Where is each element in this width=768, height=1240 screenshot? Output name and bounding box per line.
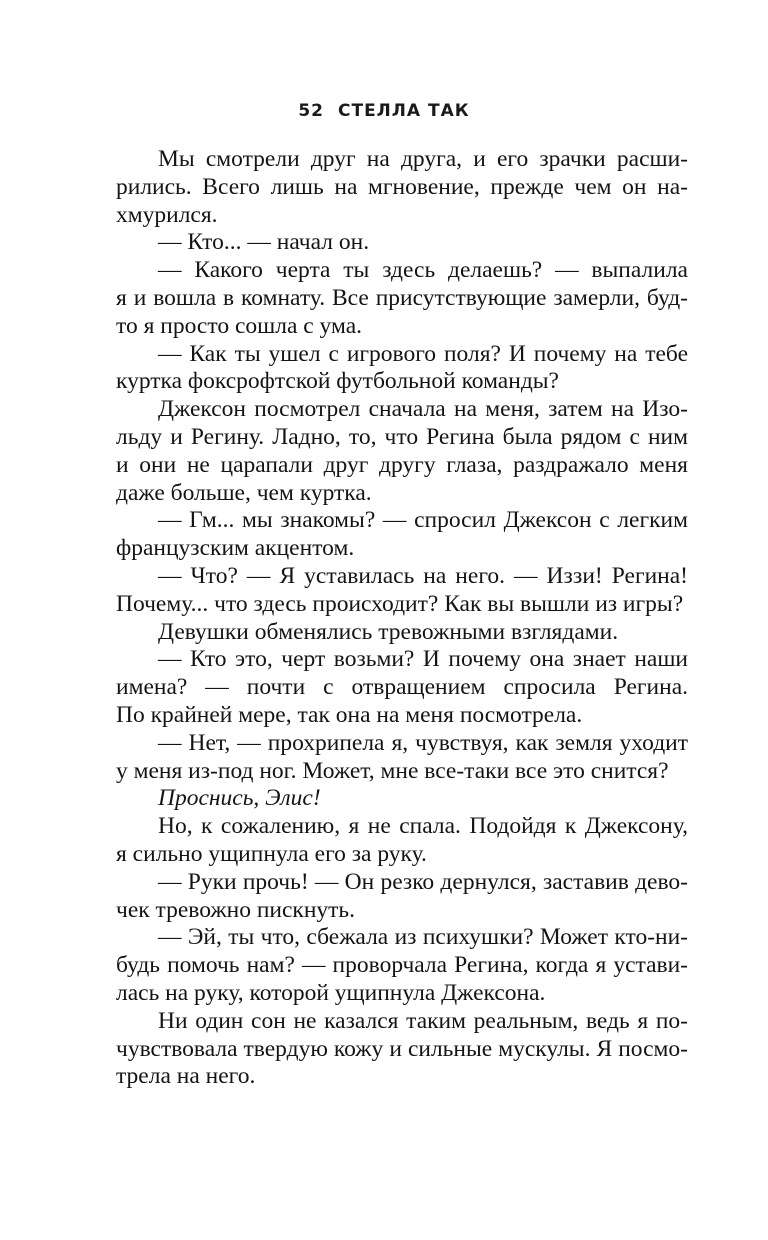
text-line: Но, к сожалению, я не спала. Подойдя к Джексону,: [158, 813, 688, 840]
text-line: имена? — почти с отвращением спросила Регина.: [116, 674, 688, 701]
text-line: будь помочь нам? — проворчала Регина, когда я устави-: [116, 952, 688, 979]
text-line: хмурился.: [116, 201, 218, 228]
paragraph: [116, 869, 688, 925]
text-line: Почему... что здесь происходит? Как вы вышли из игры?: [116, 590, 684, 617]
text-line: Проснись, Элис!: [158, 785, 321, 812]
text-line: льду и Регину. Ладно, то, что Регина была рядом с ним: [116, 423, 688, 450]
paragraph: [116, 396, 688, 507]
paragraph: [116, 813, 688, 869]
text-line: — Эй, ты что, сбежала из психушки? Может кто-ни-: [158, 924, 688, 951]
text-line: — Гм... мы знакомы? — спросил Джексон с легким: [158, 507, 688, 534]
paragraph: [116, 507, 688, 563]
text-line: я и вошла в комнату. Все присутствующие замерли, буд-: [116, 284, 688, 311]
paragraph: [116, 730, 688, 786]
text-line: я сильно ущипнула его за руку.: [116, 840, 427, 867]
text-line: французским акцентом.: [116, 535, 355, 562]
text-line: — Как ты ушел с игрового поля? И почему на тебе: [158, 340, 688, 367]
paragraph: [116, 924, 688, 1007]
paragraph: [116, 341, 688, 397]
page-number: 52: [298, 101, 324, 121]
text-line: трела на него.: [116, 1063, 256, 1090]
running-title: СТЕЛЛА ТАК: [338, 101, 470, 121]
text-line: у меня из-под ног. Может, мне все-таки все это снится?: [116, 757, 669, 784]
text-line: то я просто сошла с ума.: [116, 312, 363, 339]
paragraph: [116, 646, 688, 729]
paragraph: [116, 785, 688, 813]
text-line: — Нет, — прохрипела я, чувствуя, как земля уходит: [158, 729, 688, 756]
running-head: [0, 101, 768, 121]
text-line: — Руки прочь! — Он резко дернулся, заставив дево-: [158, 868, 688, 895]
text-line: чувствовала твердую кожу и сильные мускулы. Я посмо-: [116, 1035, 688, 1062]
text-line: рились. Всего лишь на мгновение, прежде чем он на-: [116, 173, 688, 200]
paragraph: [116, 146, 688, 229]
text-line: и они не царапали друг другу глаза, раздражало меня: [116, 451, 688, 478]
text-line: лась на руку, которой ущипнула Джексона.: [116, 979, 546, 1006]
text-line: куртка фоксрофтской футбольной команды?: [116, 368, 559, 395]
paragraph: [116, 563, 688, 619]
body-text: [116, 146, 688, 1091]
text-line: Мы смотрели друг на друга, и его зрачки расши-: [158, 146, 688, 172]
text-line: даже больше, чем куртка.: [116, 479, 372, 506]
paragraph: [116, 1008, 688, 1091]
text-line: — Кто... — начал он.: [158, 229, 370, 256]
paragraph: [116, 619, 688, 647]
text-line: чек тревожно пискнуть.: [116, 896, 356, 923]
text-line: Джексон посмотрел сначала на меня, затем на Изо-: [158, 396, 688, 423]
text-line: — Какого черта ты здесь делаешь? — выпалила: [158, 257, 688, 284]
paragraph: [116, 257, 688, 340]
text-line: Ни один сон не казался таким реальным, ведь я по-: [158, 1007, 688, 1034]
text-line: — Что? — Я уставилась на него. — Иззи! Регина!: [158, 562, 688, 589]
text-line: По крайней мере, так она на меня посмотрела.: [116, 701, 583, 728]
paragraph: [116, 229, 688, 257]
text-line: Девушки обменялись тревожными взглядами.: [158, 618, 619, 645]
text-line: — Кто это, черт возьми? И почему она знает наши: [158, 646, 688, 673]
